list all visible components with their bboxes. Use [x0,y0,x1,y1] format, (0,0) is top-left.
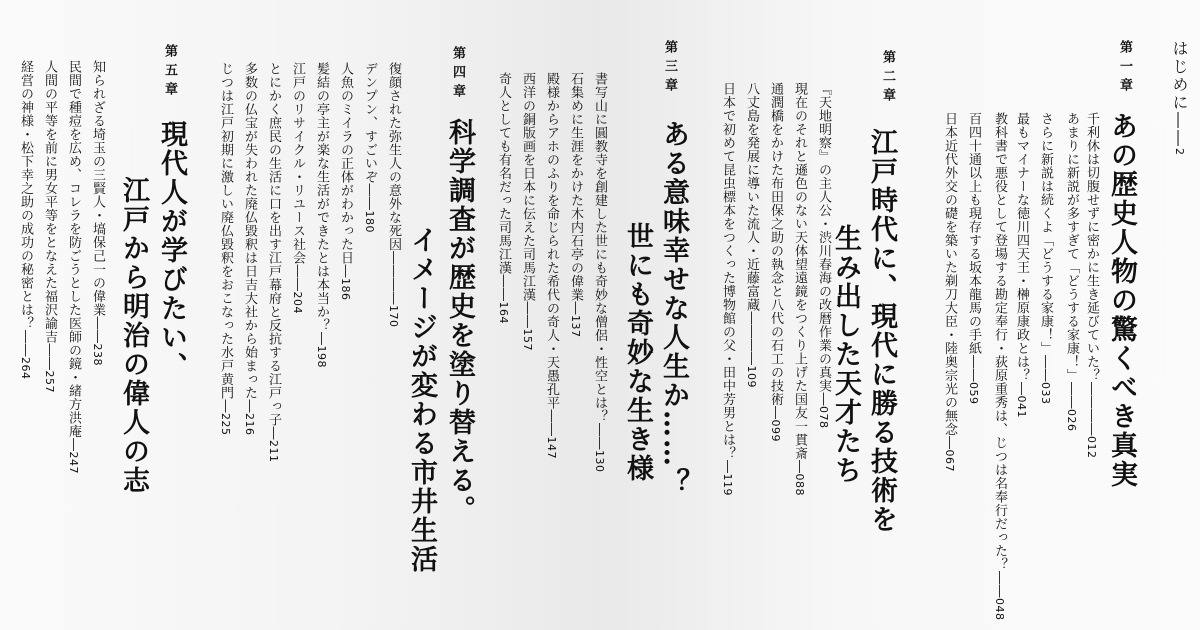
toc-entry[interactable]: 通潤橋をかけた布田保之助の執念と八代の石工の技術―099 [768,82,783,442]
toc-entry[interactable]: 江戸のリサイクル・リユース社会――204 [290,62,305,314]
chapter-label: 第三章 [662,40,677,97]
toc-entry[interactable]: 千利休は切腹せずに密かに生き延びていた？――――012 [1084,112,1099,459]
toc-entry[interactable]: 人魚のミイラの正体がわかった日―186 [338,62,353,301]
intro-label: はじめに [1170,40,1189,112]
toc-entry[interactable]: デンプン、すごいぞ――180 [362,62,377,233]
chapter-title-line: ある意味幸せな人生か……？ [658,120,689,497]
toc-entry[interactable]: 民間で種痘を広め、コレラを防ごうとした医師の鏡・緒方洪庵―247 [66,60,81,474]
leader-line: ―― [1170,112,1189,148]
toc-entry[interactable]: じつは江戸初期に激しい廃仏毀釈をおこなった水戸黄門―225 [218,62,233,436]
toc-entry[interactable]: 多数の仏宝が失われた廃仏毀釈は日吉大社から始まった―216 [242,62,257,436]
chapter-title: あの歴史人物の驚くべき真実 [1106,112,1137,489]
toc-entry[interactable]: 知られざる埼玉の三賢人・塙保己一の偉業――238 [90,60,105,366]
toc-entry[interactable]: 髪結の亭主が楽な生活ができたとは本当か？―198 [314,62,329,368]
toc-entry[interactable]: とにかく庶民の生活に口を出す江戸幕府と反抗する江戸っ子―211 [266,62,281,463]
toc-entry[interactable]: 石集めに生涯をかけた木内石亭の偉業―137 [568,72,583,338]
toc-entry[interactable]: 経営の神様・松下幸之助の成功の秘密とは？――264 [18,60,33,380]
toc-entry[interactable]: 復顔された弥生人の意外な死因――――170 [386,62,401,328]
toc-entry[interactable]: 現在のそれと遜色のない天体望遠鏡をつくり上げた国友一貫斎―088 [792,82,807,496]
chapter-title-line: 生み出した天才たち [830,224,861,485]
intro-entry[interactable] [1168,40,1191,155]
toc-entry[interactable]: あまりに新説が多すぎて「どうする家康！」――026 [1064,112,1079,432]
chapter-title-line: 江戸から明治の偉人の志 [118,176,149,495]
toc-entry[interactable]: 日本近代外交の礎を築いた剃刀大臣・陸奥宗光の無念―067 [942,112,957,472]
toc-entry[interactable]: 奇人としても有名だった司馬江漢――164 [496,72,511,324]
toc-entry[interactable]: 書写山に圓教寺を創建した世にも奇妙な僧侶・性空とは？――130 [592,72,607,473]
chapter-label: 第四章 [450,46,465,103]
chapter-label: 第五章 [162,44,177,101]
toc-entry[interactable]: 『天地明察』の主人公・渋川春海の改暦作業の真実―078 [816,82,831,429]
chapter-title-line: 科学調査が歴史を塗り替える。 [444,118,475,524]
chapter-title-line: 現代人が学びたい、 [156,120,187,381]
chapter-title-line: 世にも奇妙な生き様 [622,222,653,483]
toc-entry[interactable]: 殿様からアホのふりを命じられた希代の奇人・天愚孔平――147 [544,72,559,459]
page-number: 2 [1173,148,1186,155]
toc-entry[interactable]: 西洋の銅版画を日本に伝えた司馬江漢――157 [520,72,535,351]
chapter-title-line: 江戸時代に、現代に勝る技術を [866,128,897,534]
toc-entry[interactable]: 八丈島を発展に導いた流人・近藤富蔵――――109 [744,82,759,388]
toc-entry[interactable]: さらに新説は続くよ「どうする家康！」――033 [1038,112,1053,405]
chapter-title-line: イメージが変わる市井生活 [406,226,437,574]
toc-entry[interactable]: 百四十通以上も現存する坂本龍馬の手紙――059 [966,112,981,405]
toc-entry[interactable]: 人間の平等を前に男女平等をとなえた福沢諭吉――257 [42,60,57,393]
toc-entry[interactable]: 最もマイナーな徳川四天王・榊原康政とは？―041 [1014,112,1029,418]
chapter-label: 第一章 [1117,40,1132,97]
chapter-label: 第二章 [880,50,895,107]
toc-entry[interactable]: 教科書で悪役として登場する勘定奉行・荻原重秀は、じつは名奉行だった？――048 [992,112,1007,621]
toc-entry[interactable]: 日本で初めて昆虫標本をつくった博物館の父・田中芳男とは？―119 [720,82,735,496]
